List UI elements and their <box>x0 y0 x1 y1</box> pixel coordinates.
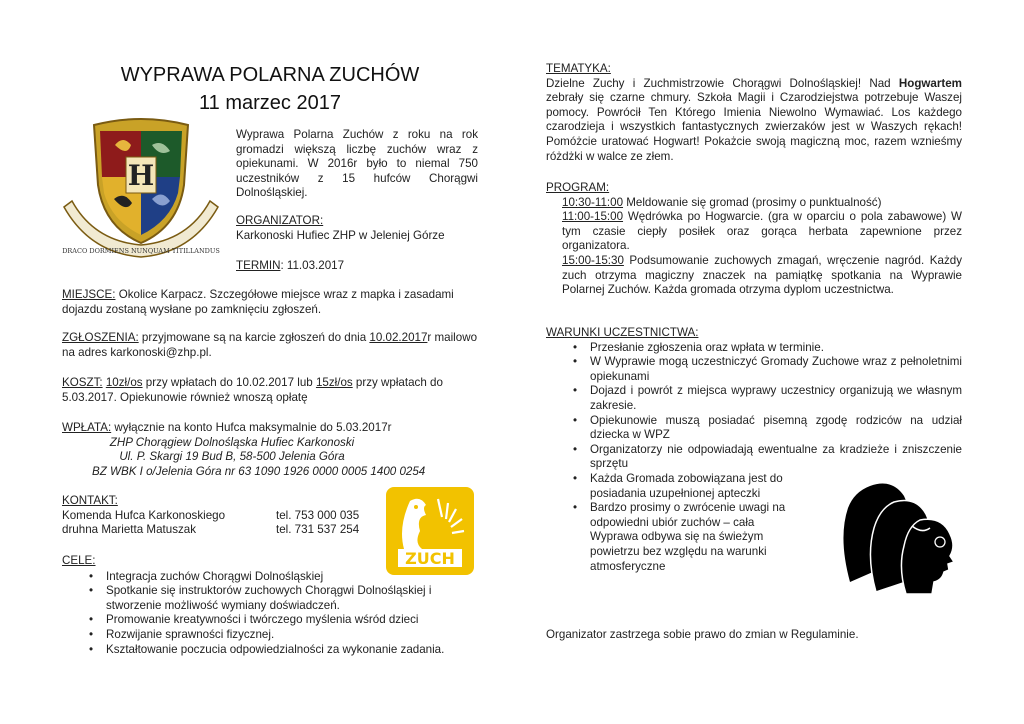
list-item: • Kształtowanie poczucia odpowiedzialności za wykonanie zadania. <box>106 643 478 658</box>
termin-value: : 11.03.2017 <box>280 259 345 272</box>
kontakt-row <box>62 523 378 538</box>
zuch-logo-text: ZUCH <box>405 549 455 568</box>
cele-label: CELE: <box>62 554 96 567</box>
zgloszenia-value: przyjmowane są na karcie zgłoszeń do dnia <box>138 331 370 344</box>
program-time: 15:00-15:30 <box>562 253 624 267</box>
crest-letter: H <box>127 159 155 192</box>
tematyka-label: TEMATYKA: <box>546 62 611 75</box>
program-section <box>546 181 962 298</box>
list-item: • Integracja zuchów Chorągwi Dolnośląskiej <box>106 570 478 585</box>
koszt-text-2: przy wpłatach do 5.03.2017. Opiekunowie również wnoszą opłatę <box>62 376 443 404</box>
wplata-value: wyłącznie na konto Hufca maksymalnie do 5.03.2017r <box>111 421 392 434</box>
intro-paragraph: Wyprawa Polarna Zuchów z roku na rok gromadzi większą liczbę zuchów wraz z opiekunami. W 2016r było to niemal 750 uczestników z 15 hufców Chorągwi Dolnośląskiej. <box>236 128 478 200</box>
termin-section <box>236 259 478 274</box>
title-line-1: WYPRAWA POLARNA ZUCHÓW <box>120 64 420 86</box>
list-item: • W Wyprawie mogą uczestniczyć Gromady Zuchowe wraz z pełnoletnimi opiekunami <box>590 355 962 384</box>
organizator-label: ORGANIZATOR: <box>236 214 324 227</box>
list-item: • Rozwijanie sprawności fizycznej. <box>106 628 478 643</box>
kontakt-row <box>62 509 378 524</box>
kontakt-name: Komenda Hufca Karkonoskiego <box>62 508 226 522</box>
cele-section <box>62 554 478 657</box>
list-item: • Każda Gromada zobowiązana jest do posiadania uzupełnionej apteczki <box>590 472 805 501</box>
list-item: • Bardzo prosimy o zwrócenie uwagi na odpowiedni ubiór zuchów – cała Wyprawa odbywa się na świeżym powietrzu bez względu na warunki atmosferyczne <box>590 501 805 574</box>
cele-list <box>62 570 478 658</box>
list-item: • Promowanie kreatywności i twórczego myślenia wśród dzieci <box>106 613 478 628</box>
organizator-value: Karkonoski Hufiec ZHP w Jeleniej Górze <box>236 228 445 242</box>
zgloszenia-rest: r mailowo na adres karkonoski@zhp.pl. <box>62 331 478 359</box>
tematyka-section <box>546 62 962 164</box>
tematyka-text-part: Dzielne Zuchy i Zuchmistrzowie Chorągwi Dolnośląskiej! Nad <box>546 76 899 90</box>
program-item <box>546 254 962 298</box>
silhouette-heads-icon <box>830 478 960 594</box>
wplata-label: WPŁATA: <box>62 421 112 434</box>
kontakt-label: KONTAKT: <box>62 494 118 507</box>
kontakt-phone: tel. 753 000 035 <box>276 508 360 522</box>
koszt-section <box>62 376 478 405</box>
koszt-text-1: przy wpłatach do 10.02.2017 lub <box>142 376 316 389</box>
tematyka-text-part: zebrały się czarne chmury. Szkoła Magii i Czarodziejstwa potrzebuje Waszej pomocy. Powrócił Ten Którego Imienia Niewolno Wymawiać. Los każdego czarodzieja i wszystkich fantastycznych zwierzaków jest w Waszych rękach! Pomóżcie uratować Hogwart! Pokażcie swoją magiczną moc, razem wznieśmy różdżki w walce ze złem. <box>546 91 962 163</box>
koszt-label: KOSZT: <box>62 376 103 389</box>
warunki-label: WARUNKI UCZESTNICTWA: <box>546 326 699 339</box>
miejsce-section <box>62 288 478 317</box>
program-item <box>546 210 962 254</box>
program-label: PROGRAM: <box>546 181 610 194</box>
kontakt-name: druhna Marietta Matuszak <box>62 523 197 537</box>
program-text: Podsumowanie zuchowych zmagań, wręczenie nagród. Każdy zuch otrzyma magiczny znaczek na pamiątkę spotkania na Wyprawie Polarnej Zuchów. Każda gromada otrzyma dyplom uczestnictwa. <box>562 253 962 297</box>
koszt-price-2: 15zł/os <box>315 376 353 389</box>
kontakt-phone: tel. 731 537 254 <box>276 523 360 537</box>
tematyka-bold: Hogwartem <box>898 76 962 90</box>
hogwarts-crest-icon <box>60 115 222 265</box>
wplata-line-1: ZHP Chorągiew Dolnośląska Hufiec Karkonoski <box>109 435 355 449</box>
program-item <box>546 196 962 211</box>
miejsce-label: MIEJSCE: <box>62 288 116 301</box>
zgloszenia-date: 10.02.2017 <box>369 331 428 344</box>
organizator-section <box>236 214 478 243</box>
title-line-2: 11 marzec 2017 <box>199 92 341 114</box>
list-item: • Opiekunowie muszą posiadać pisemną zgodę rodziców na udział dziecka w WPZ <box>590 414 962 443</box>
footer-note: Organizator zastrzega sobie prawo do zmian w Regulaminie. <box>546 628 859 641</box>
document-title <box>62 63 478 115</box>
wplata-line-2: Ul. P. Skargi 19 Bud B, 58-500 Jelenia Góra <box>119 450 345 464</box>
wplata-line-3: BZ WBK I o/Jelenia Góra nr 63 1090 1926 0000 0005 1400 0254 <box>92 464 426 478</box>
zgloszenia-label: ZGŁOSZENIA: <box>62 331 139 344</box>
list-item: • Przesłanie zgłoszenia oraz wpłata w terminie. <box>590 341 962 356</box>
program-text: Meldowanie się gromad (prosimy o punktualność) <box>623 195 882 209</box>
program-time: 11:00-15:00 <box>562 210 624 224</box>
program-text: Wędrówka po Hogwarcie. (gra w oparciu o pola zabawowe) W tym czasie ciepły posiłek oraz gorąca herbata zapewnione przez organizatora. <box>562 210 962 253</box>
list-item: • Spotkanie się instruktorów zuchowych Chorągwi Dolnośląskiej i stworzenie możliwość wymiany doświadczeń. <box>106 584 466 613</box>
list-item: • Dojazd i powrót z miejsca wyprawy uczestnicy organizują we własnym zakresie. <box>590 384 962 413</box>
crest-banner-text: DRACO DORMIENS NUNQUAM TITILLANDUS <box>62 247 220 255</box>
program-time: 10:30-11:00 <box>562 195 624 209</box>
termin-label: TERMIN <box>236 259 281 272</box>
zgloszenia-section <box>62 331 478 360</box>
kontakt-section <box>62 494 378 538</box>
tematyka-text <box>546 77 962 165</box>
wplata-section <box>62 421 478 479</box>
miejsce-value: Okolice Karpacz. Szczegółowe miejsce wraz z mapka i zasadami dojazdu zostaną wysłane po zamknięciu zgłoszeń. <box>62 288 454 316</box>
koszt-price-1: 10zł/os <box>105 376 143 389</box>
list-item: • Organizatorzy nie odpowiadają ewentualne za kradzieże i zniszczenie sprzętu <box>590 443 962 472</box>
